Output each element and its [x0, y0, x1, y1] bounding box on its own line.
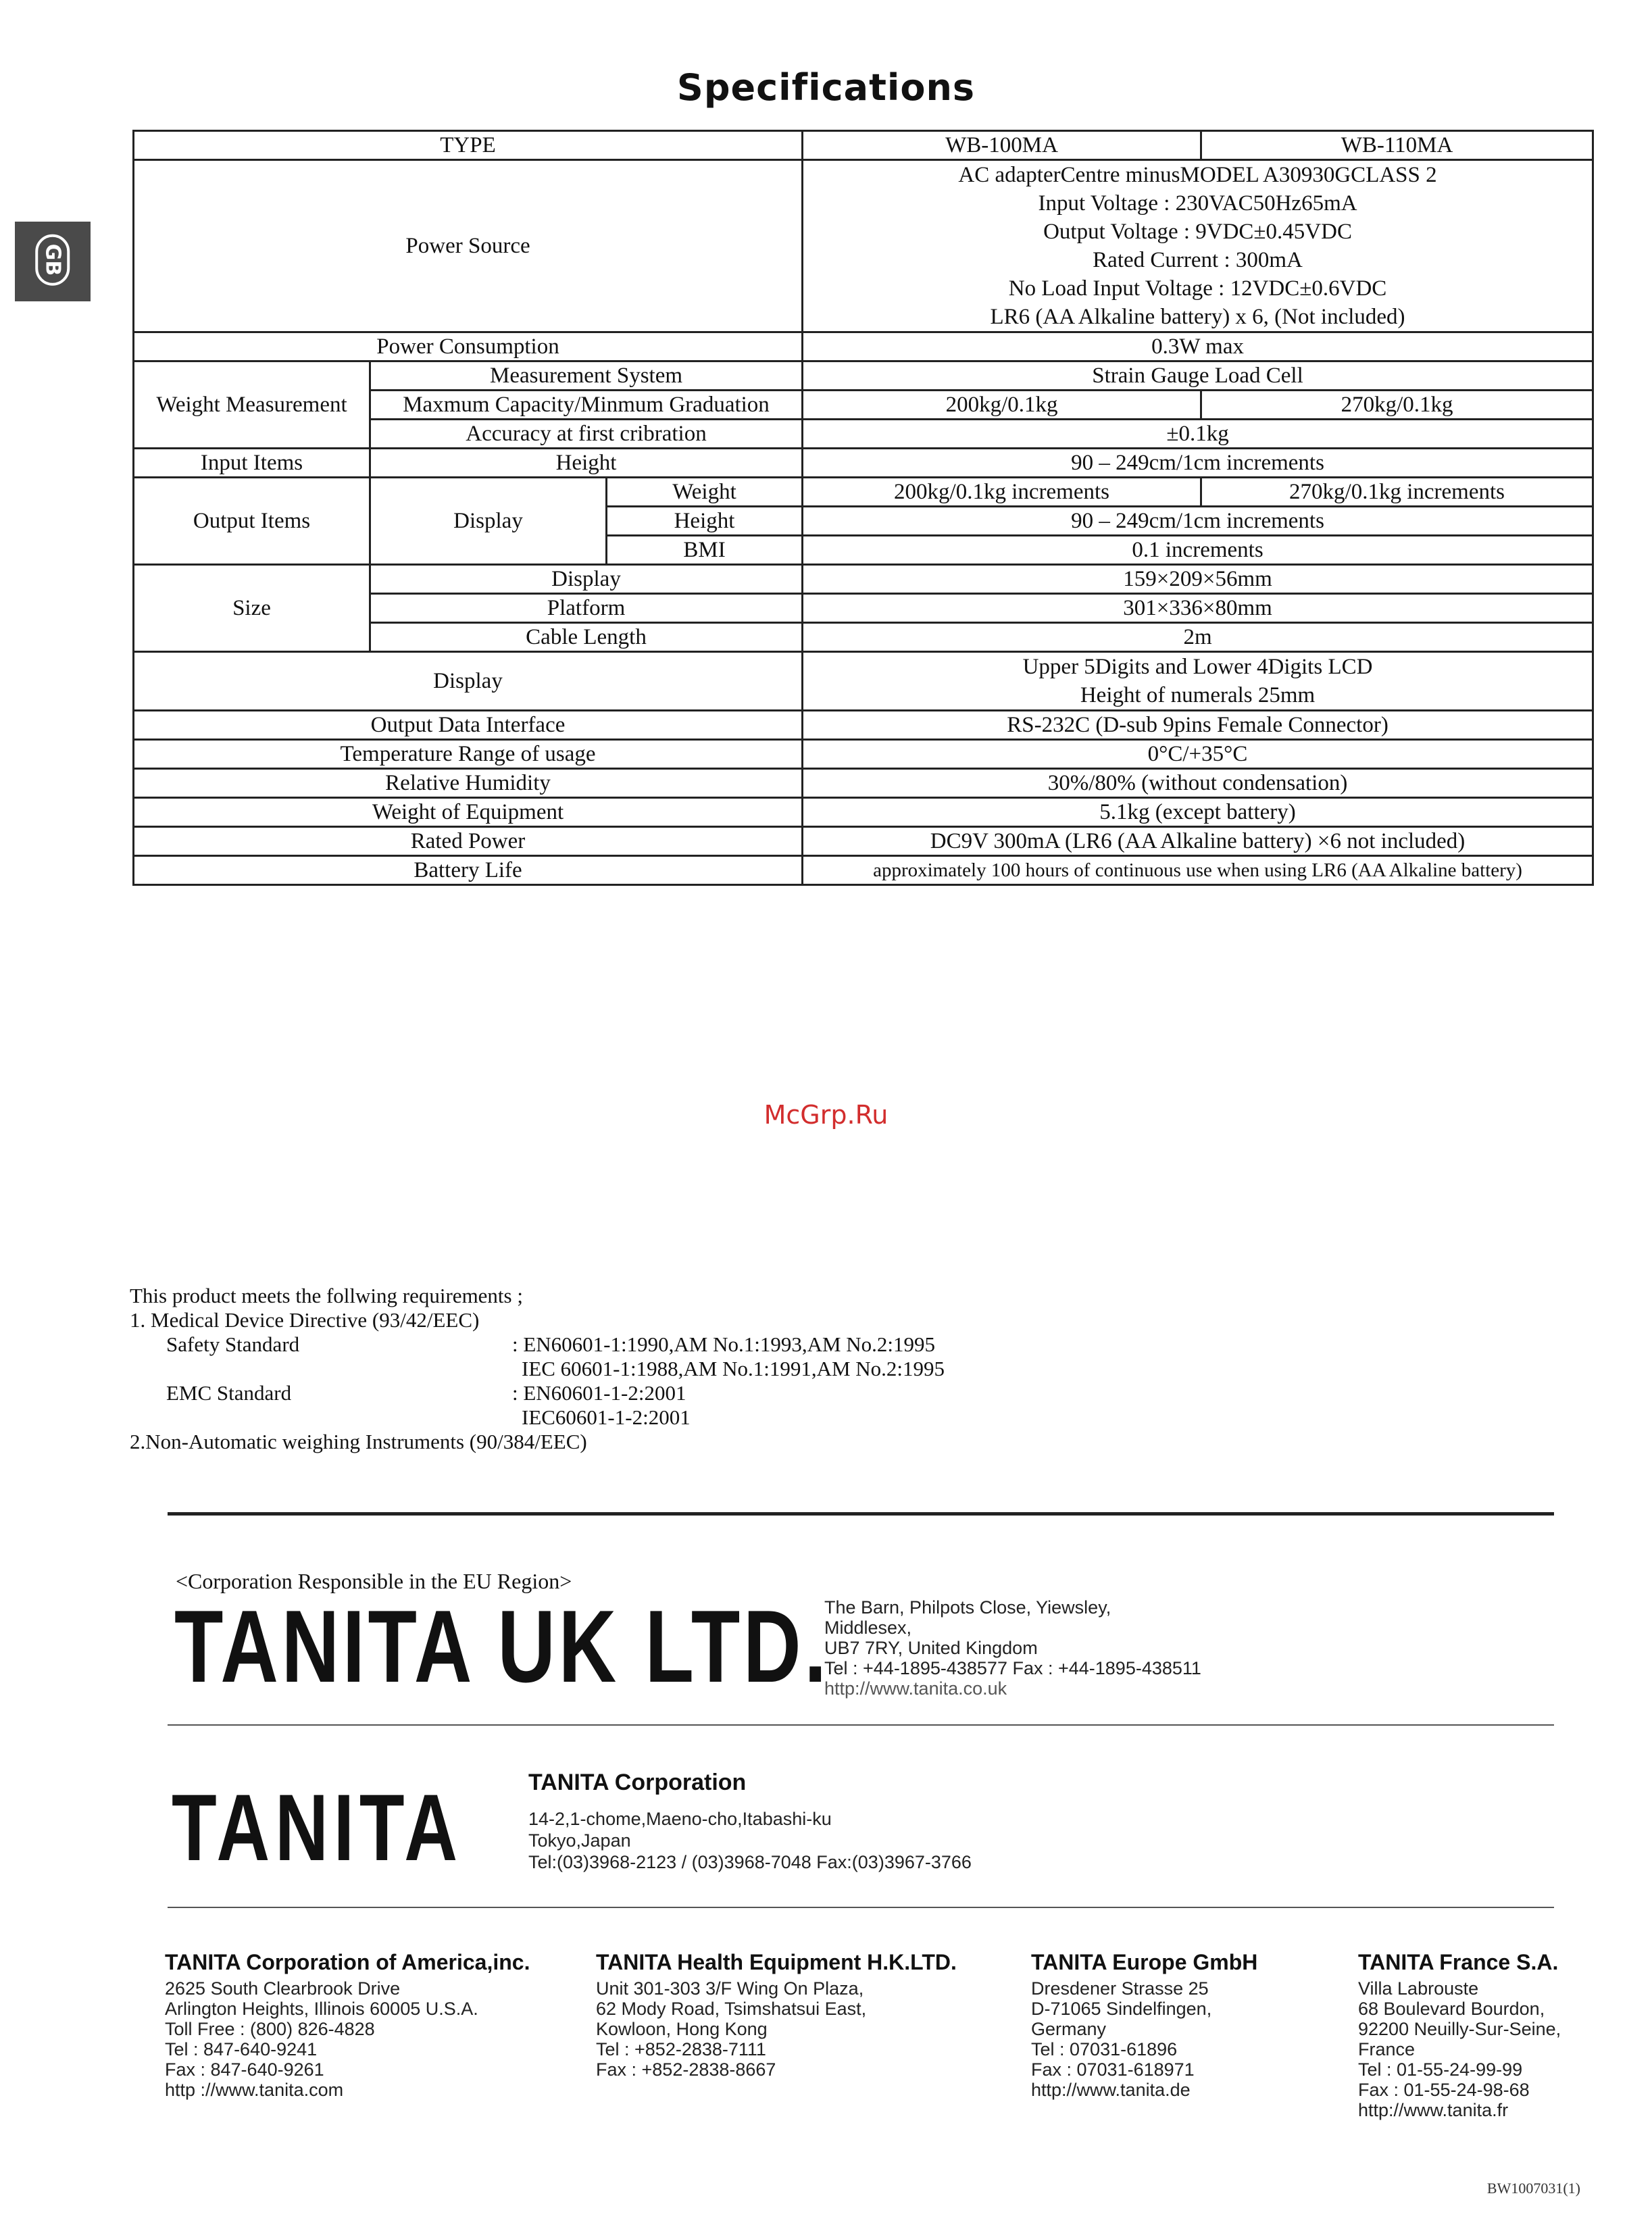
safety-standard-label: Safety Standard: [166, 1332, 300, 1356]
temperature-label: Temperature Range of usage: [134, 740, 803, 769]
table-row: [134, 769, 1593, 798]
output-interface-value: RS-232C (D-sub 9pins Female Connector): [803, 711, 1593, 740]
office-name: TANITA France S.A.: [1358, 1950, 1559, 1974]
address-line: Arlington Heights, Illinois 60005 U.S.A.: [165, 1999, 478, 2019]
address-line: Tel : 847-640-9241: [165, 2039, 318, 2059]
eu-region-label: <Corporation Responsible in the EU Region>: [176, 1569, 572, 1593]
humidity-value: 30%/80% (without condensation): [803, 769, 1593, 798]
address-line: Germany: [1031, 2019, 1107, 2039]
language-badge: [20, 227, 85, 292]
emc-standard-value-1: : EN60601-1-2:2001: [512, 1381, 686, 1405]
output-weight-label: Weight: [607, 478, 803, 507]
address-line: Tokyo,Japan: [528, 1830, 631, 1851]
display-line: Upper 5Digits and Lower 4Digits LCD: [1022, 655, 1373, 679]
model-a-header: WB-100MA: [803, 131, 1201, 160]
size-cable-value: 2m: [803, 623, 1593, 652]
language-label: GB: [36, 234, 70, 285]
size-cable-label: Cable Length: [370, 623, 803, 652]
safety-standard-value-2: IEC 60601-1:1988,AM No.1:1991,AM No.2:1995: [522, 1357, 945, 1380]
table-row: [134, 652, 1593, 711]
watermark-text: McGrp.Ru: [764, 1100, 888, 1130]
rated-power-label: Rated Power: [134, 827, 803, 856]
output-interface-label: Output Data Interface: [134, 711, 803, 740]
address-line: The Barn, Philpots Close, Yiewsley,: [824, 1597, 1111, 1618]
address-line: Tel : +44-1895-438577 Fax : +44-1895-438511: [824, 1658, 1201, 1678]
safety-standard-value-1: : EN60601-1:1990,AM No.1:1993,AM No.2:1995: [512, 1332, 936, 1356]
battery-life-label: Battery Life: [134, 856, 803, 885]
size-display-label: Display: [370, 565, 803, 594]
tanita-uk-logo: TANITA UK LTD.: [174, 1589, 830, 1704]
display-value: [803, 652, 1593, 711]
measurement-system-label: Measurement System: [370, 361, 803, 391]
model-b-header: WB-110MA: [1201, 131, 1593, 160]
table-row: [134, 856, 1593, 885]
table-row: [134, 827, 1593, 856]
office-name: TANITA Corporation of America,inc.: [165, 1950, 530, 1974]
output-height-label: Height: [607, 507, 803, 536]
power-source-value: [803, 160, 1593, 332]
type-header: TYPE: [134, 131, 803, 160]
office-america: [165, 1950, 530, 2100]
requirement-item-1: 1. Medical Device Directive (93/42/EEC): [130, 1308, 480, 1332]
accuracy-label: Accuracy at first cribration: [370, 420, 803, 449]
table-row: [134, 798, 1593, 827]
address-line: Tel:(03)3968-2123 / (03)3968-7048 Fax:(03)3967-3766: [528, 1852, 972, 1872]
specifications-table: [132, 130, 1594, 886]
power-source-label: Power Source: [134, 160, 803, 332]
address-line: 68 Boulevard Bourdon,: [1358, 1999, 1545, 2019]
tanita-corporation-name: TANITA Corporation: [528, 1770, 747, 1795]
document-code: BW1007031(1): [1486, 2180, 1580, 2197]
power-source-line: Input Voltage : 230VAC50Hz65mA: [1038, 191, 1357, 216]
address-line: 92200 Neuilly-Sur-Seine,: [1358, 2019, 1561, 2039]
power-source-line: Rated Current : 300mA: [1093, 248, 1303, 272]
power-source-line: AC adapterCentre minusMODEL A30930GCLASS 2: [958, 163, 1437, 187]
size-platform-label: Platform: [370, 594, 803, 623]
power-consumption-value: 0.3W max: [803, 332, 1593, 361]
address-line: Tel : 01-55-24-99-99: [1358, 2059, 1523, 2080]
address-line: Unit 301-303 3/F Wing On Plaza,: [596, 1978, 864, 1999]
table-row: [134, 478, 1593, 507]
address-line: http ://www.tanita.com: [165, 2080, 344, 2100]
address-line: http://www.tanita.de: [1031, 2080, 1191, 2100]
office-name: TANITA Europe GmbH: [1031, 1950, 1258, 1974]
output-weight-b-value: 270kg/0.1kg increments: [1201, 478, 1593, 507]
output-items-label: Output Items: [134, 478, 370, 565]
size-platform-value: 301×336×80mm: [803, 594, 1593, 623]
office-france: [1358, 1950, 1561, 2120]
table-row: [134, 740, 1593, 769]
equipment-weight-value: 5.1kg (except battery): [803, 798, 1593, 827]
address-line: D-71065 Sindelfingen,: [1031, 1999, 1212, 2019]
output-bmi-value: 0.1 increments: [803, 536, 1593, 565]
power-source-line: Output Voltage : 9VDC±0.45VDC: [1043, 220, 1352, 244]
output-display-label: Display: [370, 478, 607, 565]
address-line: Toll Free : (800) 826-4828: [165, 2019, 375, 2039]
address-line: Fax : 01-55-24-98-68: [1358, 2080, 1530, 2100]
input-height-label: Height: [370, 449, 803, 478]
table-row: [134, 361, 1593, 391]
input-items-label: Input Items: [134, 449, 370, 478]
requirements-intro: This product meets the follwing requirements ;: [130, 1284, 523, 1307]
address-line: Fax : 847-640-9261: [165, 2059, 324, 2080]
address-line: UB7 7RY, United Kingdom: [824, 1638, 1038, 1658]
address-line: 14-2,1-chome,Maeno-cho,Itabashi-ku: [528, 1809, 832, 1829]
humidity-label: Relative Humidity: [134, 769, 803, 798]
table-row: [134, 449, 1593, 478]
table-row: [134, 565, 1593, 594]
office-europe: [1031, 1950, 1257, 2100]
requirement-item-2: 2.Non-Automatic weighing Instruments (90/384/EEC): [130, 1430, 587, 1453]
display-label: Display: [134, 652, 803, 711]
weight-measurement-label: Weight Measurement: [134, 361, 370, 449]
temperature-value: 0°C/+35°C: [803, 740, 1593, 769]
address-line: 2625 South Clearbrook Drive: [165, 1978, 401, 1999]
office-name: TANITA Health Equipment H.K.LTD.: [596, 1950, 957, 1974]
measurement-system-value: Strain Gauge Load Cell: [803, 361, 1593, 391]
address-line: Fax : +852-2838-8667: [596, 2059, 776, 2080]
capacity-a-value: 200kg/0.1kg: [803, 391, 1201, 420]
capacity-b-value: 270kg/0.1kg: [1201, 391, 1593, 420]
office-hong-kong: [596, 1950, 957, 2080]
table-row: [134, 711, 1593, 740]
table-row: [134, 332, 1593, 361]
address-line: http://www.tanita.co.uk: [824, 1678, 1007, 1699]
address-line: Tel : +852-2838-7111: [596, 2039, 766, 2059]
output-bmi-label: BMI: [607, 536, 803, 565]
input-height-value: 90 – 249cm/1cm increments: [803, 449, 1593, 478]
tanita-uk-address: [824, 1597, 1201, 1699]
output-weight-a-value: 200kg/0.1kg increments: [803, 478, 1201, 507]
divider: [168, 1907, 1554, 1908]
address-line: Middlesex,: [824, 1618, 912, 1638]
accuracy-value: ±0.1kg: [803, 420, 1593, 449]
equipment-weight-label: Weight of Equipment: [134, 798, 803, 827]
power-consumption-label: Power Consumption: [134, 332, 803, 361]
power-source-line: No Load Input Voltage : 12VDC±0.6VDC: [1008, 276, 1387, 301]
table-row: [134, 160, 1593, 332]
power-source-line: LR6 (AA Alkaline battery) x 6, (Not included): [990, 305, 1405, 329]
display-line: Height of numerals 25mm: [1080, 683, 1316, 707]
address-line: Dresdener Strasse 25: [1031, 1978, 1209, 1999]
tanita-logo: TANITA: [172, 1774, 463, 1880]
address-line: Kowloon, Hong Kong: [596, 2019, 768, 2039]
divider: [168, 1724, 1554, 1726]
address-line: Tel : 07031-61896: [1031, 2039, 1178, 2059]
address-line: Villa Labrouste: [1358, 1978, 1479, 1999]
table-row: [134, 131, 1593, 160]
address-line: 62 Mody Road, Tsimshatsui East,: [596, 1999, 867, 2019]
capacity-label: Maxmum Capacity/Minmum Graduation: [370, 391, 803, 420]
address-line: France: [1358, 2039, 1416, 2059]
emc-standard-label: EMC Standard: [166, 1381, 292, 1405]
output-height-value: 90 – 249cm/1cm increments: [803, 507, 1593, 536]
size-label: Size: [134, 565, 370, 652]
address-line: Fax : 07031-618971: [1031, 2059, 1195, 2080]
divider: [168, 1512, 1554, 1516]
battery-life-value: approximately 100 hours of continuous use when using LR6 (AA Alkaline battery): [803, 856, 1593, 885]
page-title: Specifications: [676, 66, 976, 109]
rated-power-value: DC9V 300mA (LR6 (AA Alkaline battery) ×6 not included): [803, 827, 1593, 856]
tanita-corporation-address: [528, 1808, 972, 1873]
emc-standard-value-2: IEC60601-1-2:2001: [522, 1405, 691, 1429]
size-display-value: 159×209×56mm: [803, 565, 1593, 594]
address-line: http://www.tanita.fr: [1358, 2100, 1509, 2120]
